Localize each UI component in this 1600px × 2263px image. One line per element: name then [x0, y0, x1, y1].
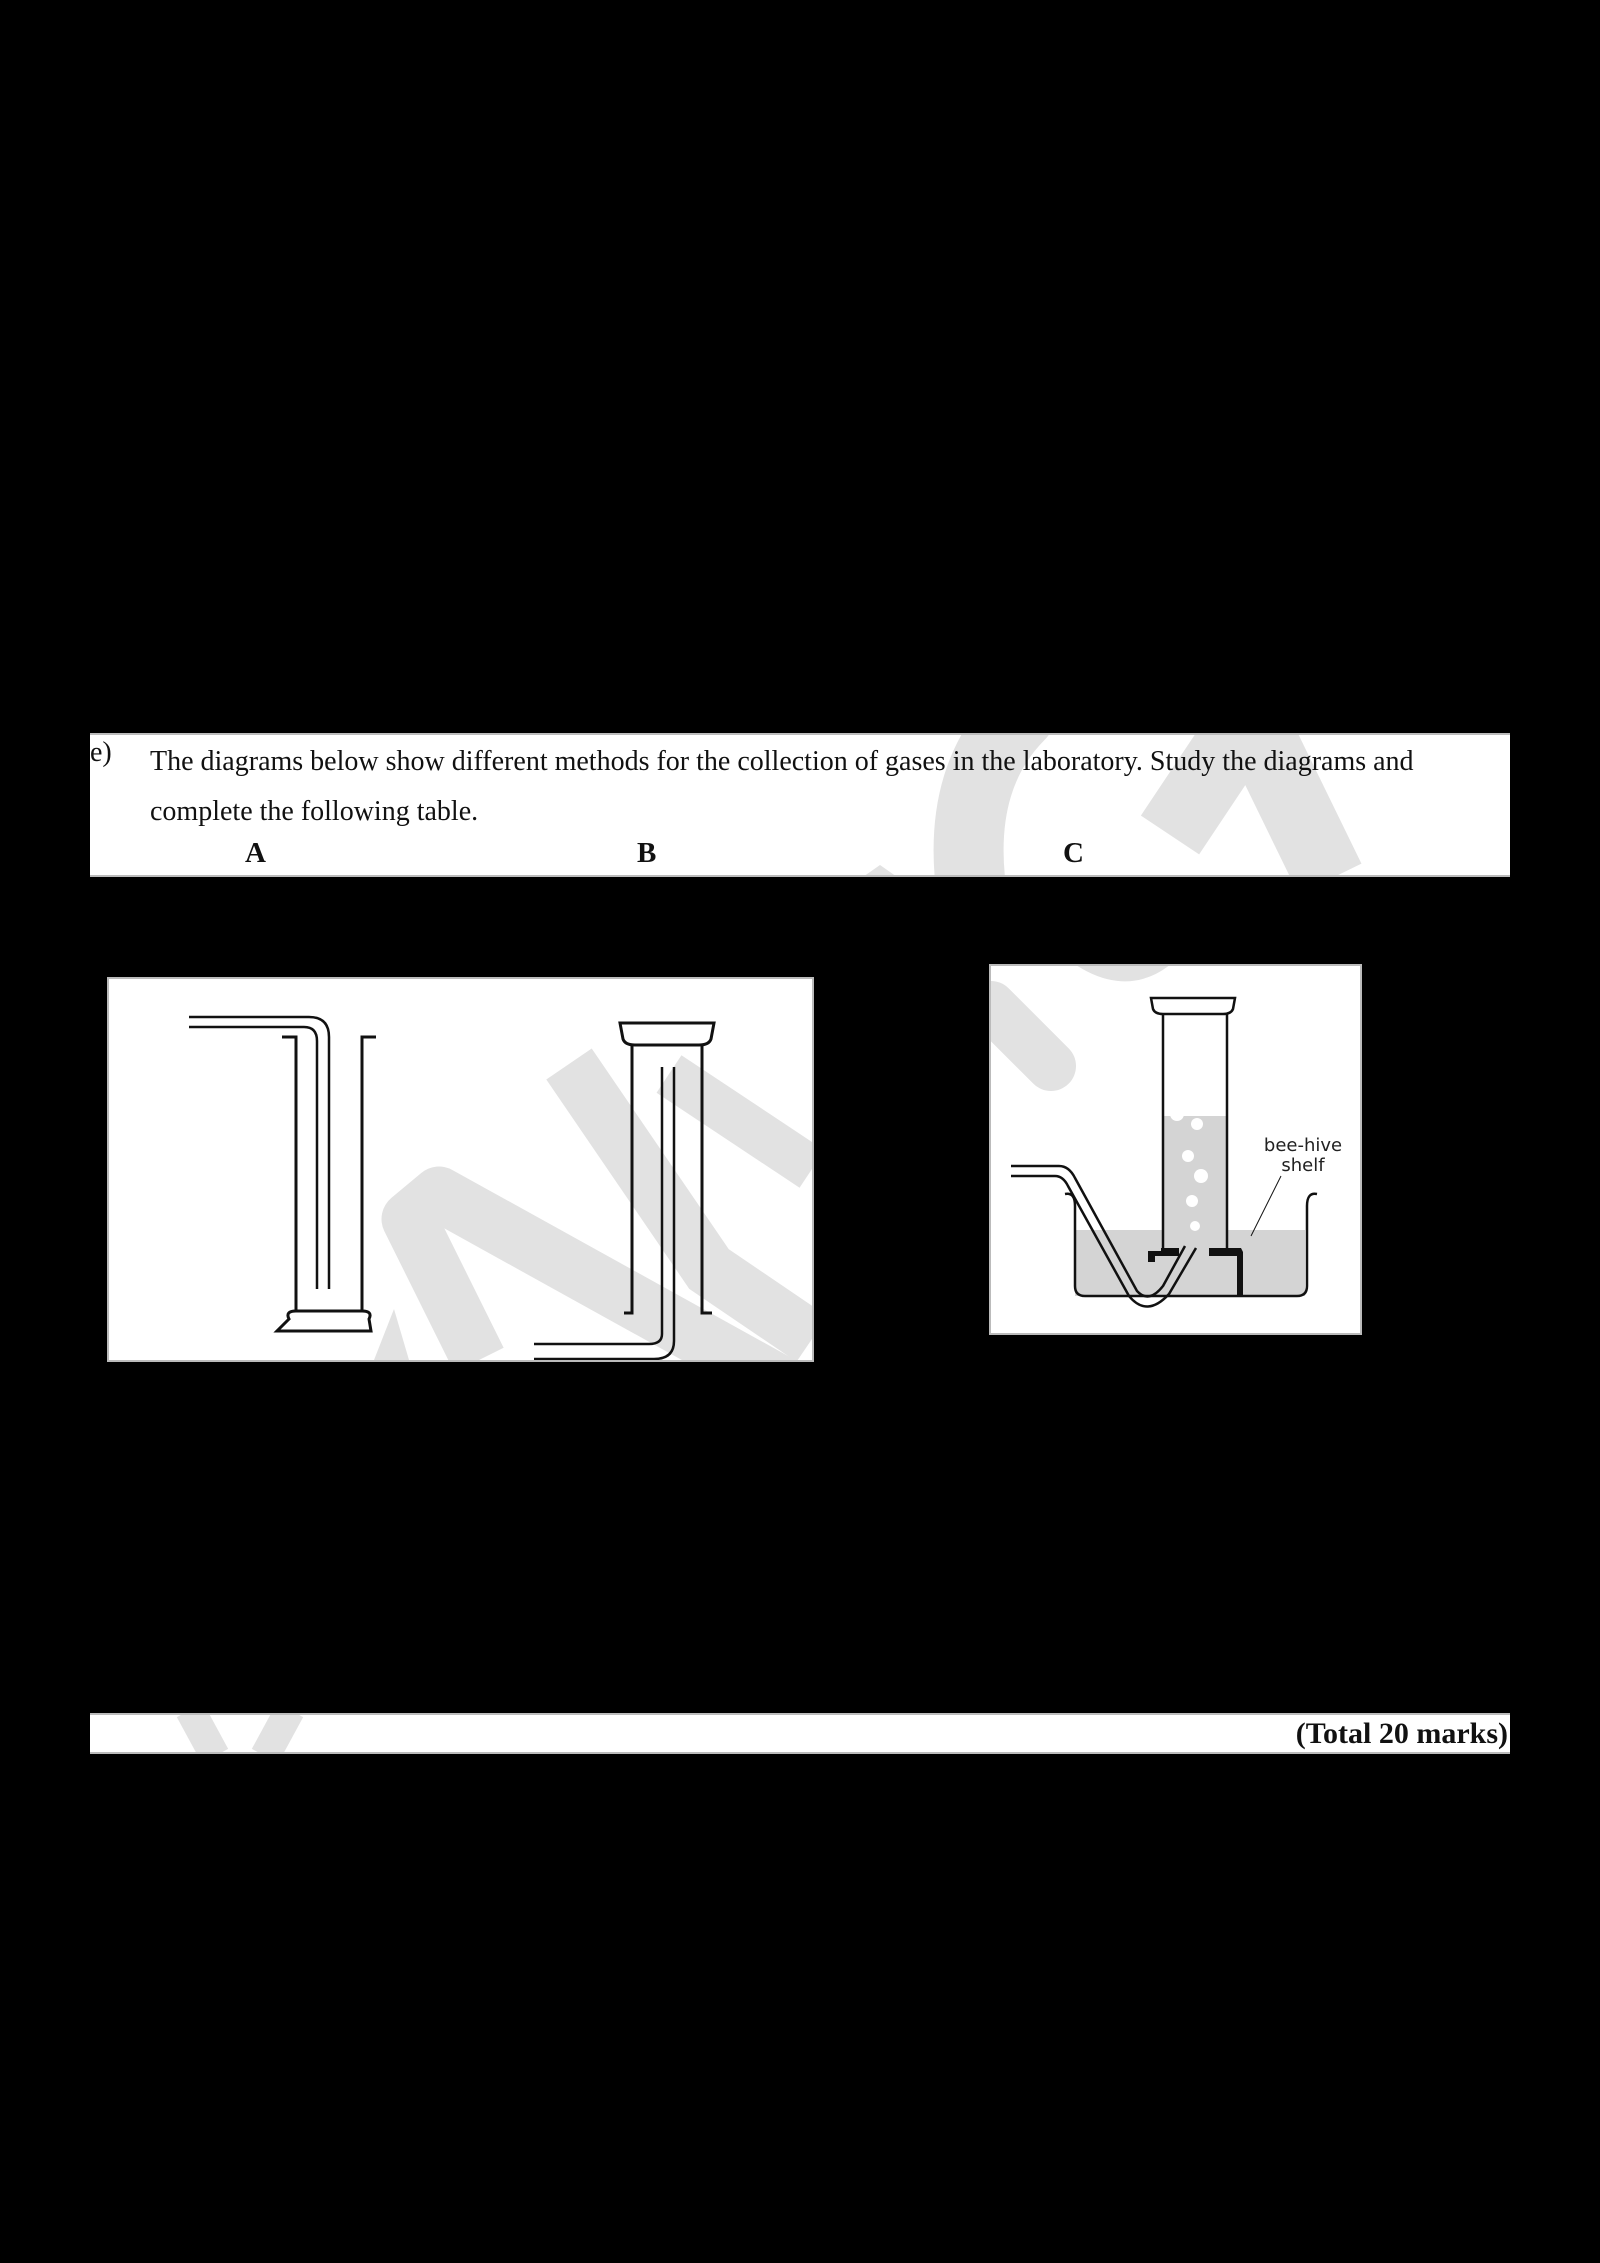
annotation-pointer — [1251, 1176, 1281, 1236]
question-block — [90, 733, 1510, 877]
figure-a-jar — [277, 1037, 376, 1331]
figure-a-delivery-tube — [189, 1017, 329, 1289]
gas-collection-diagram-ab — [109, 979, 812, 1360]
watermark — [991, 966, 1161, 1066]
figure-label-c: C — [1063, 837, 1084, 869]
total-marks-block — [90, 1713, 1510, 1754]
watermark — [374, 1064, 812, 1360]
figure-label-a: A — [245, 837, 266, 869]
annotation-beehive: bee-hive — [1263, 1135, 1343, 1156]
figure-ab-panel — [107, 977, 814, 1362]
question-text: The diagrams below show different methods for the collection of gases in the laboratory. Study the diagrams and complete the following table. — [150, 746, 1414, 827]
annotation-shelf: shelf — [1281, 1155, 1325, 1176]
total-marks: (Total 20 marks) — [1295, 1717, 1508, 1750]
gas-collection-diagram-c — [991, 966, 1360, 1333]
figure-c-panel — [989, 964, 1362, 1335]
figure-label-b: B — [637, 837, 657, 869]
question-number: e) — [90, 737, 112, 768]
